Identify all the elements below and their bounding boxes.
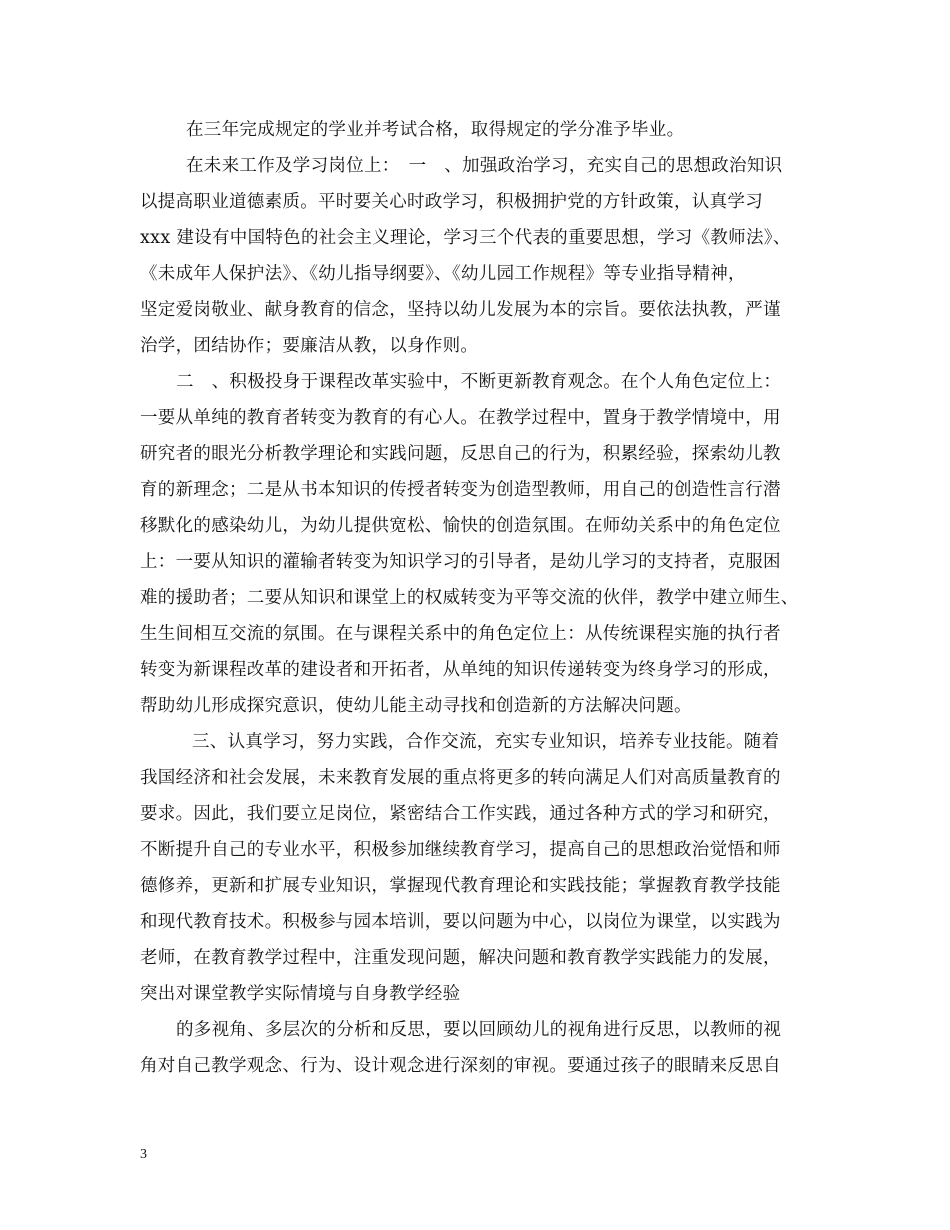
text-line: 二 、积极投身于课程改革实验中，不断更新教育观念。在个人角色定位上： <box>176 372 782 392</box>
text-line: 转变为新课程改革的建设者和开拓者，从单纯的知识传递转变为终身学习的形成， <box>140 660 781 680</box>
text-line: 不断提升自己的专业水平，积极参加继续教育学习，提高自己的思想政治觉悟和师 <box>140 840 781 860</box>
text-line: 难的援助者；二要从知识和课堂上的权威转变为平等交流的伙伴，教学中建立师生、 <box>140 588 799 608</box>
text-line: 治学，团结协作；要廉洁从教，以身作则。 <box>140 336 479 356</box>
text-line: 《未成年人保护法》、《幼儿指导纲要》、《幼儿园工作规程》等专业指导精神， <box>140 264 746 284</box>
text-line: 角对自己教学观念、行为、设计观念进行深刻的审视。要通过孩子的眼睛来反思自 <box>140 1056 781 1076</box>
text-line: 坚定爱岗敬业、献身教育的信念，坚持以幼儿发展为本的宗旨。要依法执教，严谨 <box>140 300 781 320</box>
text-line: 生生间相互交流的氛围。在与课程关系中的角色定位上：从传统课程实施的执行者 <box>140 624 781 644</box>
text-line: 我国经济和社会发展，未来教育发展的重点将更多的转向满足人们对高质量教育的 <box>140 768 781 788</box>
text-line: 帮助幼儿形成探究意识，使幼儿能主动寻找和创造新的方法解决问题。 <box>140 696 692 716</box>
text-line: 在三年完成规定的学业并考试合格，取得规定的学分准予毕业。 <box>186 120 685 140</box>
text-line: xxx 建设有中国特色的社会主义理论，学习三个代表的重要思想，学习《教师法》、 <box>140 228 791 248</box>
page-number: 3 <box>140 1147 147 1162</box>
text-line: 以提高职业道德素质。平时要关心时政学习，积极拥护党的方针政策，认真学习 <box>140 192 763 212</box>
text-line: 突出对课堂教学实际情境与自身教学经验 <box>140 984 461 1004</box>
text-line: 德修养，更新和扩展专业知识，掌握现代教育理论和实践技能；掌握教育教学技能 <box>140 876 781 896</box>
text-line: 移默化的感染幼儿，为幼儿提供宽松、愉快的创造氛围。在师幼关系中的角色定位 <box>140 516 781 536</box>
text-line: 研究者的眼光分析教学理论和实践问题，反思自己的行为，积累经验，探索幼儿教 <box>140 444 781 464</box>
text-line: 三、认真学习，努力实践，合作交流，充实专业知识，培养专业技能。随着 <box>192 732 780 752</box>
text-line: 上：一要从知识的灌输者转变为知识学习的引导者，是幼儿学习的支持者，克服困 <box>140 552 781 572</box>
text-line: 育的新理念；二是从书本知识的传授者转变为创造型教师，用自己的创造性言行潜 <box>140 480 781 500</box>
text-line: 要求。因此，我们要立足岗位，紧密结合工作实践，通过各种方式的学习和研究， <box>140 804 781 824</box>
text-line: 的多视角、多层次的分析和反思，要以回顾幼儿的视角进行反思，以教师的视 <box>176 1020 782 1040</box>
text-line: 和现代教育技术。积极参与园本培训，要以问题为中心，以岗位为课堂，以实践为 <box>140 912 781 932</box>
text-line: 在未来工作及学习岗位上： 一 、加强政治学习，充实自己的思想政治知识 <box>186 156 783 176</box>
text-line: 老师，在教育教学过程中，注重发现问题，解决问题和教育教学实践能力的发展， <box>140 948 781 968</box>
text-line: 一要从单纯的教育者转变为教育的有心人。在教学过程中，置身于教学情境中，用 <box>140 408 781 428</box>
